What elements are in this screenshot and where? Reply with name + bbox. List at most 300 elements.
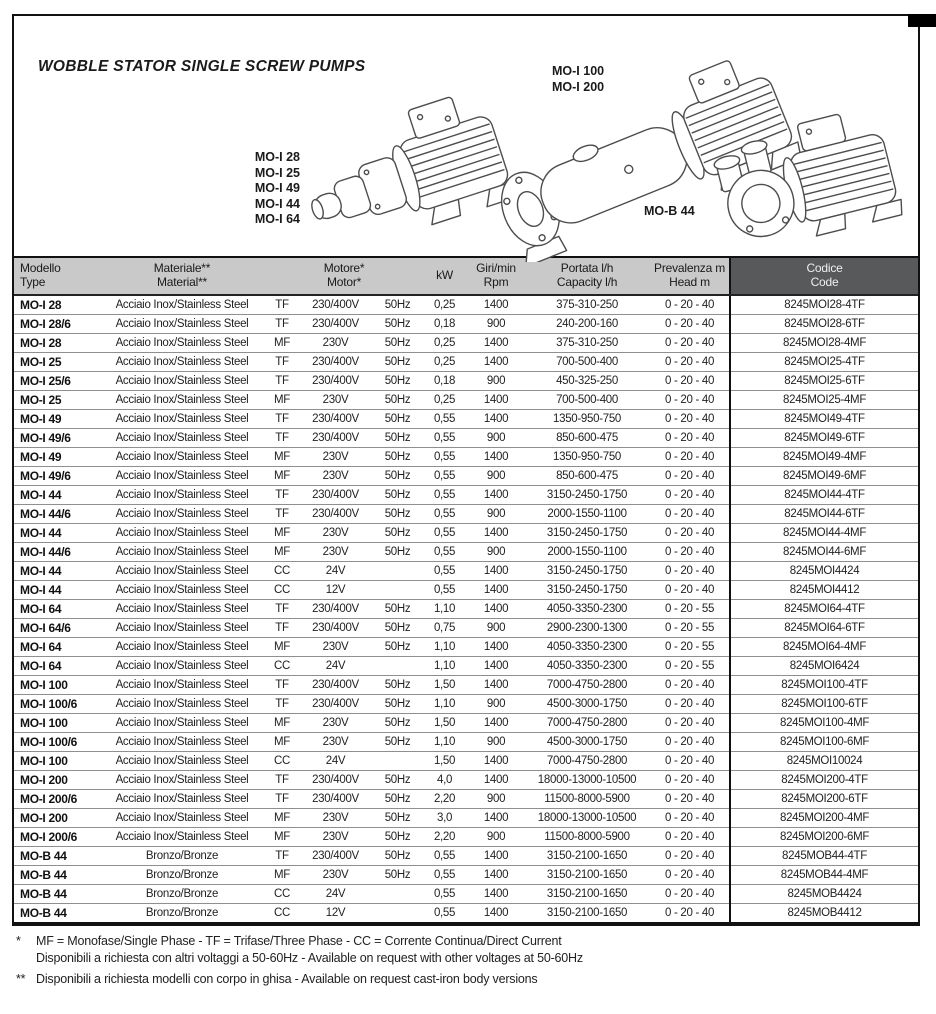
catalog-frame — [12, 14, 920, 926]
cell-capacity: 7000-4750-2800 — [524, 676, 650, 695]
cell-kw: 1,50 — [421, 714, 468, 733]
cell-rpm: 1400 — [468, 353, 524, 372]
table-row — [14, 562, 918, 581]
cell-voltage: 230V — [297, 733, 374, 752]
cell-code: 8245MOI28-4TF — [730, 295, 918, 315]
cell-hz — [374, 562, 421, 581]
cell-hz: 50Hz — [374, 467, 421, 486]
cell-head: 0 - 20 - 40 — [650, 391, 730, 410]
cell-kw: 0,55 — [421, 410, 468, 429]
cell-capacity: 4050-3350-2300 — [524, 600, 650, 619]
cell-hz — [374, 657, 421, 676]
cell-hz: 50Hz — [374, 600, 421, 619]
cell-material: Acciaio Inox/Stainless Steel — [97, 733, 267, 752]
cell-hz: 50Hz — [374, 828, 421, 847]
cell-rpm: 900 — [468, 619, 524, 638]
cell-code: 8245MOB44-4MF — [730, 866, 918, 885]
cell-head: 0 - 20 - 40 — [650, 410, 730, 429]
cell-voltage: 12V — [297, 581, 374, 600]
cell-material: Acciaio Inox/Stainless Steel — [97, 410, 267, 429]
cell-rpm: 1400 — [468, 448, 524, 467]
cell-material: Acciaio Inox/Stainless Steel — [97, 676, 267, 695]
header-capacity: Portata l/h Capacity l/h — [524, 257, 650, 295]
cell-hz — [374, 581, 421, 600]
cell-head: 0 - 20 - 40 — [650, 714, 730, 733]
cell-voltage: 230/400V — [297, 315, 374, 334]
cell-head: 0 - 20 - 40 — [650, 543, 730, 562]
cell-voltage: 230/400V — [297, 505, 374, 524]
cell-model: MO-I 200/6 — [14, 828, 97, 847]
table-row — [14, 486, 918, 505]
table-row — [14, 429, 918, 448]
cell-kw: 0,25 — [421, 391, 468, 410]
cell-voltage: 230/400V — [297, 429, 374, 448]
pump-model-label: MO-I 64 — [254, 212, 300, 227]
cell-capacity: 4500-3000-1750 — [524, 695, 650, 714]
cell-rpm: 1400 — [483, 907, 509, 919]
cell-kw: 0,55 — [421, 866, 468, 885]
cell-head: 0 - 20 - 40 — [650, 429, 730, 448]
cell-phase: MF — [267, 733, 297, 752]
cell-rpm: 900 — [468, 543, 524, 562]
cell-kw: 1,10 — [421, 600, 468, 619]
model-label-group-large — [552, 64, 604, 95]
cell-code: 8245MOB44-4TF — [730, 847, 918, 866]
table-row — [14, 295, 918, 315]
cell-material: Acciaio Inox/Stainless Steel — [97, 752, 267, 771]
cell-capacity: 11500-8000-5900 — [524, 828, 650, 847]
cell-capacity: 3150-2450-1750 — [524, 562, 650, 581]
cell-rpm: 1400 — [468, 771, 524, 790]
cell-code: 8245MOI28-6TF — [730, 315, 918, 334]
cell-code: 8245MOI100-6TF — [730, 695, 918, 714]
cell-phase: TF — [267, 353, 297, 372]
cell-kw: 2,20 — [421, 828, 468, 847]
table-row — [14, 410, 918, 429]
table-row — [14, 885, 918, 904]
cell-rpm: 900 — [468, 828, 524, 847]
cell-voltage: 230V — [297, 543, 374, 562]
cell-code: 8245MOI64-4MF — [730, 638, 918, 657]
cell-material: Acciaio Inox/Stainless Steel — [97, 295, 267, 315]
cell-code: 8245MOI64-6TF — [730, 619, 918, 638]
cell-material: Acciaio Inox/Stainless Steel — [97, 448, 267, 467]
cell-capacity: 700-500-400 — [524, 353, 650, 372]
cell-capacity: 18000-13000-10500 — [524, 809, 650, 828]
cell-head: 0 - 20 - 40 — [650, 752, 730, 771]
cell-rpm: 900 — [468, 790, 524, 809]
cell-material: Acciaio Inox/Stainless Steel — [97, 657, 267, 676]
cell-kw: 0,25 — [421, 334, 468, 353]
table-row — [14, 695, 918, 714]
cell-material: Acciaio Inox/Stainless Steel — [97, 771, 267, 790]
cell-model: MO-I 49 — [14, 448, 97, 467]
cell-head: 0 - 20 - 40 — [664, 907, 715, 919]
cell-capacity: 18000-13000-10500 — [524, 771, 650, 790]
cell-hz: 50Hz — [374, 809, 421, 828]
cell-kw: 4,0 — [421, 771, 468, 790]
cell-voltage: 230V — [297, 334, 374, 353]
cell-phase: CC — [267, 885, 297, 904]
footnote-line: ** Disponibili a richiesta modelli con corpo in ghisa - Available on request cast-iron body versions — [16, 972, 538, 986]
cell-model: MO-I 25 — [14, 353, 97, 372]
cell-model: MO-I 100/6 — [14, 695, 97, 714]
cell-hz: 50Hz — [374, 847, 421, 866]
cell-voltage: 230V — [297, 809, 374, 828]
cell-voltage: 12V — [325, 907, 346, 919]
cell-phase: TF — [267, 771, 297, 790]
cell-head: 0 - 20 - 40 — [650, 771, 730, 790]
cell-head: 0 - 20 - 40 — [650, 467, 730, 486]
table-row — [14, 505, 918, 524]
cell-rpm: 1400 — [468, 562, 524, 581]
cell-code: 8245MOI200-4TF — [730, 771, 918, 790]
cell-voltage: 230/400V — [297, 486, 374, 505]
pump-model-label: MO-I 49 — [254, 181, 300, 196]
cell-code: 8245MOI100-4MF — [730, 714, 918, 733]
cell-model: MO-I 64/6 — [14, 619, 97, 638]
cell-material: Acciaio Inox/Stainless Steel — [97, 619, 267, 638]
cell-code: 8245MOI64-4TF — [730, 600, 918, 619]
cell-capacity: 4050-3350-2300 — [524, 638, 650, 657]
cell-voltage: 230V — [297, 866, 374, 885]
cell-voltage: 230V — [297, 448, 374, 467]
cell-hz — [374, 885, 421, 904]
cell-head: 0 - 20 - 40 — [650, 866, 730, 885]
cell-head: 0 - 20 - 40 — [650, 885, 730, 904]
cell-code: 8245MOI44-4MF — [730, 524, 918, 543]
cell-head: 0 - 20 - 40 — [650, 676, 730, 695]
cell-model: MO-I 44 — [14, 581, 97, 600]
cell-material: Acciaio Inox/Stainless Steel — [97, 372, 267, 391]
cell-voltage: 230V — [297, 391, 374, 410]
cell-head: 0 - 20 - 55 — [650, 619, 730, 638]
cell-phase: TF — [267, 505, 297, 524]
cell-hz: 50Hz — [374, 486, 421, 505]
cell-head: 0 - 20 - 40 — [650, 295, 730, 315]
table-row — [14, 315, 918, 334]
cell-kw: 0,55 — [421, 467, 468, 486]
cell-capacity: 2000-1550-1100 — [524, 543, 650, 562]
cell-kw: 1,10 — [421, 695, 468, 714]
cell-head: 0 - 20 - 55 — [650, 638, 730, 657]
cell-voltage: 230/400V — [297, 676, 374, 695]
cell-voltage: 230V — [297, 524, 374, 543]
cell-hz: 50Hz — [374, 505, 421, 524]
cell-code: 8245MOI25-6TF — [730, 372, 918, 391]
pump-model-label: MO-I 100 — [552, 64, 605, 78]
cell-hz: 50Hz — [374, 714, 421, 733]
cell-capacity: 3150-2100-1650 — [524, 866, 650, 885]
cell-capacity: 3150-2100-1650 — [546, 907, 628, 919]
cell-rpm: 900 — [468, 372, 524, 391]
cell-phase: MF — [267, 524, 297, 543]
cell-phase: MF — [267, 467, 297, 486]
cell-rpm: 1400 — [468, 638, 524, 657]
cell-capacity: 240-200-160 — [524, 315, 650, 334]
cell-hz: 50Hz — [374, 695, 421, 714]
cell-model: MO-I 64 — [14, 600, 97, 619]
cell-capacity: 11500-8000-5900 — [524, 790, 650, 809]
cell-material: Acciaio Inox/Stainless Steel — [97, 391, 267, 410]
cell-model: MO-I 100 — [14, 714, 97, 733]
cell-capacity: 375-310-250 — [524, 334, 650, 353]
cell-model: MO-I 200/6 — [14, 790, 97, 809]
cell-kw: 0,55 — [421, 429, 468, 448]
cell-capacity: 4500-3000-1750 — [524, 733, 650, 752]
cell-rpm: 900 — [468, 505, 524, 524]
cell-model: MO-I 28 — [14, 334, 97, 353]
cell-voltage: 230/400V — [297, 847, 374, 866]
cell-phase: TF — [267, 295, 297, 315]
cell-rpm: 1400 — [468, 676, 524, 695]
cell-hz: 50Hz — [374, 334, 421, 353]
cell-model: MO-B 44 — [14, 847, 97, 866]
header-motor: Motore* Motor* — [267, 257, 421, 295]
cell-material: Bronzo/Bronze — [97, 885, 267, 904]
cell-hz: 50Hz — [374, 353, 421, 372]
table-row — [14, 847, 918, 866]
cell-hz: 50Hz — [374, 676, 421, 695]
cell-model: MO-B 44 — [20, 906, 67, 920]
cell-capacity: 3150-2450-1750 — [524, 581, 650, 600]
table-row — [14, 581, 918, 600]
cell-phase: TF — [267, 619, 297, 638]
cell-kw: 1,10 — [421, 733, 468, 752]
cell-head: 0 - 20 - 55 — [650, 600, 730, 619]
cell-model: MO-B 44 — [14, 885, 97, 904]
cell-model: MO-I 44/6 — [14, 543, 97, 562]
cell-capacity: 2900-2300-1300 — [524, 619, 650, 638]
cell-kw: 0,55 — [421, 448, 468, 467]
cell-hz: 50Hz — [374, 448, 421, 467]
cell-voltage: 24V — [297, 657, 374, 676]
cell-kw: 3,0 — [421, 809, 468, 828]
cell-material: Acciaio Inox/Stainless Steel — [97, 638, 267, 657]
cell-hz: 50Hz — [374, 638, 421, 657]
cell-code: 8245MOI49-6TF — [730, 429, 918, 448]
cell-model: MO-I 100 — [14, 676, 97, 695]
cell-code: 8245MOI6424 — [730, 657, 918, 676]
cell-phase: CC — [267, 752, 297, 771]
cell-head: 0 - 20 - 40 — [650, 562, 730, 581]
cell-head: 0 - 20 - 40 — [650, 790, 730, 809]
table-row — [14, 657, 918, 676]
cell-capacity: 375-310-250 — [524, 295, 650, 315]
cell-head: 0 - 20 - 40 — [650, 315, 730, 334]
cell-head: 0 - 20 - 40 — [650, 847, 730, 866]
cell-kw: 0,18 — [421, 372, 468, 391]
cell-voltage: 24V — [297, 752, 374, 771]
pump-model-label: MO-B 44 — [644, 204, 695, 218]
cell-kw: 0,55 — [421, 543, 468, 562]
cell-code: 8245MOI44-4TF — [730, 486, 918, 505]
cell-phase: CC — [267, 562, 297, 581]
cell-model: MO-I 25 — [14, 391, 97, 410]
cell-voltage: 230/400V — [297, 410, 374, 429]
cell-phase: MF — [267, 809, 297, 828]
cell-hz: 50Hz — [374, 391, 421, 410]
cell-material: Acciaio Inox/Stainless Steel — [97, 809, 267, 828]
cell-kw: 0,75 — [421, 619, 468, 638]
cell-voltage: 230/400V — [297, 600, 374, 619]
table-row — [14, 619, 918, 638]
cell-voltage: 24V — [297, 562, 374, 581]
cell-material: Acciaio Inox/Stainless Steel — [97, 714, 267, 733]
cell-capacity: 3150-2450-1750 — [524, 486, 650, 505]
header-head: Prevalenza m Head m — [650, 257, 730, 295]
pump-model-label: MO-I 25 — [254, 165, 300, 180]
cell-kw: 1,10 — [421, 638, 468, 657]
cell-phase: TF — [267, 372, 297, 391]
cell-hz: 50Hz — [374, 866, 421, 885]
cell-rpm: 900 — [468, 467, 524, 486]
cell-hz: 50Hz — [374, 429, 421, 448]
cell-code: 8245MOI100-6MF — [730, 733, 918, 752]
cell-model: MO-I 44 — [14, 524, 97, 543]
table-row — [14, 790, 918, 809]
cell-hz: 50Hz — [374, 790, 421, 809]
cell-voltage: 230/400V — [297, 619, 374, 638]
table-row — [14, 676, 918, 695]
cell-material: Acciaio Inox/Stainless Steel — [97, 695, 267, 714]
table-row — [14, 828, 918, 847]
cell-phase: TF — [267, 410, 297, 429]
header-code: Codice Code — [730, 257, 918, 295]
cell-phase: MF — [267, 334, 297, 353]
cell-head: 0 - 20 - 40 — [650, 505, 730, 524]
cell-capacity: 3150-2100-1650 — [524, 847, 650, 866]
cell-material: Acciaio Inox/Stainless Steel — [97, 600, 267, 619]
cell-head: 0 - 20 - 55 — [650, 657, 730, 676]
cell-voltage: 24V — [297, 885, 374, 904]
cell-kw: 0,55 — [421, 524, 468, 543]
cell-model: MO-I 28/6 — [14, 315, 97, 334]
cell-kw: 0,18 — [421, 315, 468, 334]
table-row — [14, 809, 918, 828]
cell-model: MO-I 64 — [14, 638, 97, 657]
cell-code: 8245MOI4412 — [730, 581, 918, 600]
cell-material: Acciaio Inox/Stainless Steel — [97, 505, 267, 524]
cell-rpm: 1400 — [468, 524, 524, 543]
cell-material: Bronzo/Bronze — [97, 847, 267, 866]
cell-material: Acciaio Inox/Stainless Steel — [97, 334, 267, 353]
cell-model: MO-I 44/6 — [14, 505, 97, 524]
cell-model: MO-I 49/6 — [14, 467, 97, 486]
table-row — [14, 752, 918, 771]
cell-rpm: 1400 — [468, 486, 524, 505]
cell-phase: TF — [267, 600, 297, 619]
cell-kw: 0,55 — [433, 907, 456, 919]
cell-rpm: 1400 — [468, 866, 524, 885]
cell-rpm: 900 — [468, 695, 524, 714]
cell-code: 8245MOI25-4TF — [730, 353, 918, 372]
table-row — [14, 391, 918, 410]
cell-code: 8245MOI10024 — [730, 752, 918, 771]
cell-phase: TF — [267, 695, 297, 714]
cell-hz — [374, 752, 421, 771]
cell-head: 0 - 20 - 40 — [650, 524, 730, 543]
cell-kw: 0,55 — [421, 505, 468, 524]
cell-model: MO-I 44 — [14, 562, 97, 581]
cell-rpm: 1400 — [468, 391, 524, 410]
cell-material: Acciaio Inox/Stainless Steel — [97, 828, 267, 847]
table-row — [14, 524, 918, 543]
cell-rpm: 1400 — [468, 847, 524, 866]
cell-material: Acciaio Inox/Stainless Steel — [97, 581, 267, 600]
cell-phase: MF — [267, 866, 297, 885]
cell-capacity: 1350-950-750 — [524, 410, 650, 429]
header-rpm: Giri/min Rpm — [468, 257, 524, 295]
cell-code: 8245MOI200-4MF — [730, 809, 918, 828]
cell-phase: TF — [267, 315, 297, 334]
cell-capacity: 3150-2100-1650 — [524, 885, 650, 904]
cell-model: MO-I 28 — [14, 295, 97, 315]
table-row — [14, 448, 918, 467]
cell-model: MO-I 64 — [14, 657, 97, 676]
cell-code: 8245MOI200-6MF — [730, 828, 918, 847]
cell-voltage: 230V — [297, 714, 374, 733]
cell-head: 0 - 20 - 40 — [650, 486, 730, 505]
cell-code: 8245MOI100-4TF — [730, 676, 918, 695]
cell-capacity: 4050-3350-2300 — [524, 657, 650, 676]
header-model: Modello Type — [14, 257, 97, 295]
pump-illustration-mob — [696, 100, 916, 272]
cell-rpm: 1400 — [468, 809, 524, 828]
pump-table-body — [14, 295, 918, 923]
footnote-line: Disponibili a richiesta con altri voltaggi a 50-60Hz - Available on request with other voltages at 50-60Hz — [36, 951, 583, 965]
cell-code: 8245MOI49-4MF — [730, 448, 918, 467]
cell-code: 8245MOB4424 — [730, 885, 918, 904]
cell-model: MO-I 49 — [14, 410, 97, 429]
footnotes — [16, 933, 936, 988]
cell-voltage: 230/400V — [297, 295, 374, 315]
cell-kw: 0,55 — [421, 486, 468, 505]
cell-head: 0 - 20 - 40 — [650, 448, 730, 467]
cell-phase: CC — [273, 907, 290, 919]
cell-rpm: 900 — [468, 315, 524, 334]
cell-hz — [374, 904, 421, 924]
pump-model-label: MO-I 200 — [552, 79, 605, 94]
cell-phase: CC — [267, 581, 297, 600]
cell-rpm: 1400 — [468, 885, 524, 904]
model-label-group-small — [214, 150, 300, 228]
cell-hz: 50Hz — [374, 410, 421, 429]
cell-kw: 0,55 — [421, 562, 468, 581]
cell-model: MO-I 44 — [14, 486, 97, 505]
cell-phase: TF — [267, 486, 297, 505]
cell-rpm: 1400 — [468, 410, 524, 429]
cell-voltage: 230/400V — [297, 695, 374, 714]
cell-code: 8245MOI49-4TF — [730, 410, 918, 429]
cell-kw: 0,25 — [421, 353, 468, 372]
table-row — [14, 600, 918, 619]
page-title: WOBBLE STATOR SINGLE SCREW PUMPS — [38, 58, 366, 75]
cell-code: 8245MOI200-6TF — [730, 790, 918, 809]
cell-rpm: 1400 — [468, 714, 524, 733]
cell-voltage: 230/400V — [297, 353, 374, 372]
cell-model: MO-B 44 — [14, 866, 97, 885]
table-row — [14, 372, 918, 391]
cell-phase: MF — [267, 638, 297, 657]
cell-rpm: 1400 — [468, 581, 524, 600]
cell-hz: 50Hz — [374, 733, 421, 752]
cell-hz: 50Hz — [374, 295, 421, 315]
table-row — [14, 904, 918, 924]
cell-rpm: 1400 — [468, 295, 524, 315]
cell-head: 0 - 20 - 40 — [650, 828, 730, 847]
header-material: Materiale** Material** — [97, 257, 267, 295]
